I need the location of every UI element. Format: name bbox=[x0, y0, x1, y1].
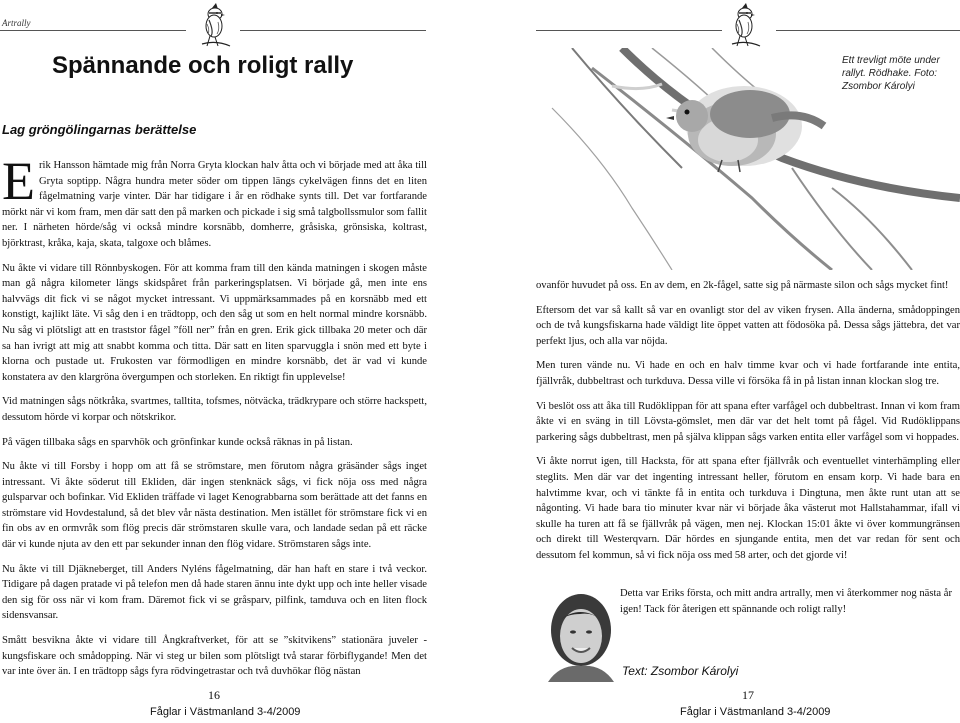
author-portrait bbox=[540, 586, 622, 682]
article-subtitle: Lag gröngölingarnas berättelse bbox=[2, 122, 197, 137]
paragraph: Erik Hansson hämtade mig från Norra Gryta klockan halv åtta och vi började med att åka till Gryta soptipp. Några hundra meter söder om tippen längs cykelvägen finns det en liten fågelmatning varje vinter. Där har tidigare i år en rödhake synts till. Det var fortfarande mörkt när vi kom fram, men där satt den på marken och pickade i sig små talgbollssmulor som fallit ner. I närheten hörde/såg vi också mindre korsnäbb, domherre, gråsiska, grönsiska, koltrast, björktrast, kråka, kaja, skata, talgoxe och blåmes. bbox=[2, 151, 427, 249]
header-rule-left-a bbox=[0, 30, 186, 31]
left-column bbox=[2, 151, 427, 689]
right-column bbox=[536, 278, 960, 573]
page-number-right: 17 bbox=[742, 688, 754, 702]
header-rule-left-b bbox=[240, 30, 426, 31]
paragraph: På vägen tillbaka sågs en sparvhök och grönfinkar kunde också räknas in på listan. bbox=[2, 436, 353, 448]
paragraph: Nu åkte vi vidare till Rönnbyskogen. För att komma fram till den kända matningen i skogen måste man gå några kilometer längs skidspåret från parkeringsplatsen. Vi började gå, men inte ens halvvägs dit fick vi se något mycket intressant. Vi uppmärksammades på en korsnäbb med ett konstigt, kajlikt läte. Vi såg den i en trädtopp, och den såg ut som en helt normal mindre korsnäbb. Nu såg vi plötsligt att en traststor fågel ”föll ner” från en gren. Erik gick tillbaka 20 meter och där sa han ivrigt att mig att snabbt komma och titta. Där satt en liten sparvuggla i snön med ett byte i klorna och pustade ut. Frukosten var förmodligen en mindre korsnäbb, det är vad vi kunde konstatera av den klargröna övergumpen och storleken. En riktigt fin upplevelse! bbox=[2, 262, 427, 383]
publication-footer-right: Fåglar i Västmanland 3-4/2009 bbox=[680, 706, 831, 718]
paragraph: Vid matningen sågs nötkråka, svartmes, talltita, tofsmes, nötväcka, trädkrypare och större hackspett, dessutom hörde vi korpar och nötskrikor. bbox=[2, 396, 427, 423]
photo-caption: Ett trevligt möte under rallyt. Rödhake. Foto: Zsombor Károlyi bbox=[842, 55, 940, 92]
closing-paragraph: Detta var Eriks första, och mitt andra artrally, men vi återkommer nog nästa år igen! Tack för återigen ett spännande och roligt rally! bbox=[620, 588, 953, 615]
paragraph: Vi beslöt oss att åka till Rudöklippan för att spana efter varfågel och dubbeltrast. Innan vi kom fram åkte vi en sväng in till Lövsta-gömslet, men där var det helt tomt på fågel. Vid Rudöklippans parkering sågs dubbeltrast, men på själva klippan sågs varken entita eller varfågel som vi hoppades. bbox=[536, 400, 960, 443]
paragraph: ovanför huvudet på oss. En av dem, en 2k-fågel, satte sig på närmaste silon och sågs mycket fint! bbox=[536, 280, 949, 291]
publication-footer-left: Fåglar i Västmanland 3-4/2009 bbox=[150, 706, 301, 718]
header-rule-right-b bbox=[776, 30, 960, 31]
header-rule-right-a bbox=[536, 30, 722, 31]
text-credit: Text: Zsombor Károlyi bbox=[622, 664, 739, 678]
drop-cap: E bbox=[2, 151, 35, 211]
paragraph: Smått besvikna åkte vi vidare till Ångkraftverket, för att se ”skitvikens” stationära juveler - kungsfiskare och smådopping. När vi steg ur bilen som plötsligt två starar förbiflygande! Men det var inte över än. I en trädtopp sågs fyra rödvingetrastar och två duvhökar flög nästan bbox=[2, 635, 427, 678]
paragraph: Nu åkte vi till Djäkneberget, till Anders Nyléns fågelmatning, där han haft en stare i två veckor. Tidigare på dagen pratade vi på telefon men då hade staren ännu inte dykt upp och inte heller visade den sig för oss när vi kom fram. Däremot fick vi se gråsparv, pilfink, tamduva och en liten flock sidensvansar. bbox=[2, 563, 427, 622]
paragraph: Men turen vände nu. Vi hade en och en halv timme kvar och vi hade fortfarande inte entita, fjällvråk, dubbeltrast och turkduva. Dessa ville vi försöka få in på listan innan klockan slog tre. bbox=[536, 360, 960, 387]
crested-tit-logo-icon bbox=[728, 2, 764, 50]
crested-tit-logo-icon bbox=[198, 2, 234, 50]
paragraph: Vi åkte norrut igen, till Hacksta, för att spana efter fjällvråk och eventuellet vinterhämpling eller steglits. Men där var det ingenting intressant heller, förutom en ensam korp. Vi hade bara en halvtimme kvar, och vi tänkte få in entita och turkduva i Dingtuna, men åkte runt utan att se någonting. Vi hade bara tio minuter kvar när vi började åka västerut mot Hallstahammar, ifall vi skulle ha turen att få se fjällvråk på vägen, men nej. Klockan 15:01 åkte vi över kommungränsen och direkt till Westerqvarn. Där hördes en sjungande entita, men det var redan för sent och dessutom fel kommun, så vi fick nöja oss med 58 arter, och det gjorde vi! bbox=[536, 456, 960, 561]
paragraph: Eftersom det var så kallt så var en ovanligt stor del av viken frysen. Alla änderna, smådoppingen och de två kungsfiskarna hade väldigt lite öppet vatten att födosöka på. Dessa sågs jättebra, det var perfekt ljus, och alla var nöjda. bbox=[536, 304, 960, 347]
paragraph: Nu åkte vi till Forsby i hopp om att få se strömstare, men förutom några gräsänder sågs inget intressant. Vi åkte söderut till Ekliden, där ingen stenknäck sågs, vi fick nöja oss med några gulsparvar och bofinkar. Vid Ekliden träffade vi laget Kenograbbarna som berättade att det fanns en strömstare vid Hovdestalund, så det blev vår nästa destination. Men istället för strömstare fick vi en fin obs av en ormvråk som flög precis där strömstaren skulle vara, och landade sedan på ett räcke där vi kunde njuta av den ett par sekunder innan den flög vidare. Strömstaren sågs inte. bbox=[2, 461, 427, 551]
article-title: Spännande och roligt rally bbox=[52, 52, 354, 79]
section-tag: Artrally bbox=[2, 18, 31, 28]
page-number-left: 16 bbox=[208, 688, 220, 702]
